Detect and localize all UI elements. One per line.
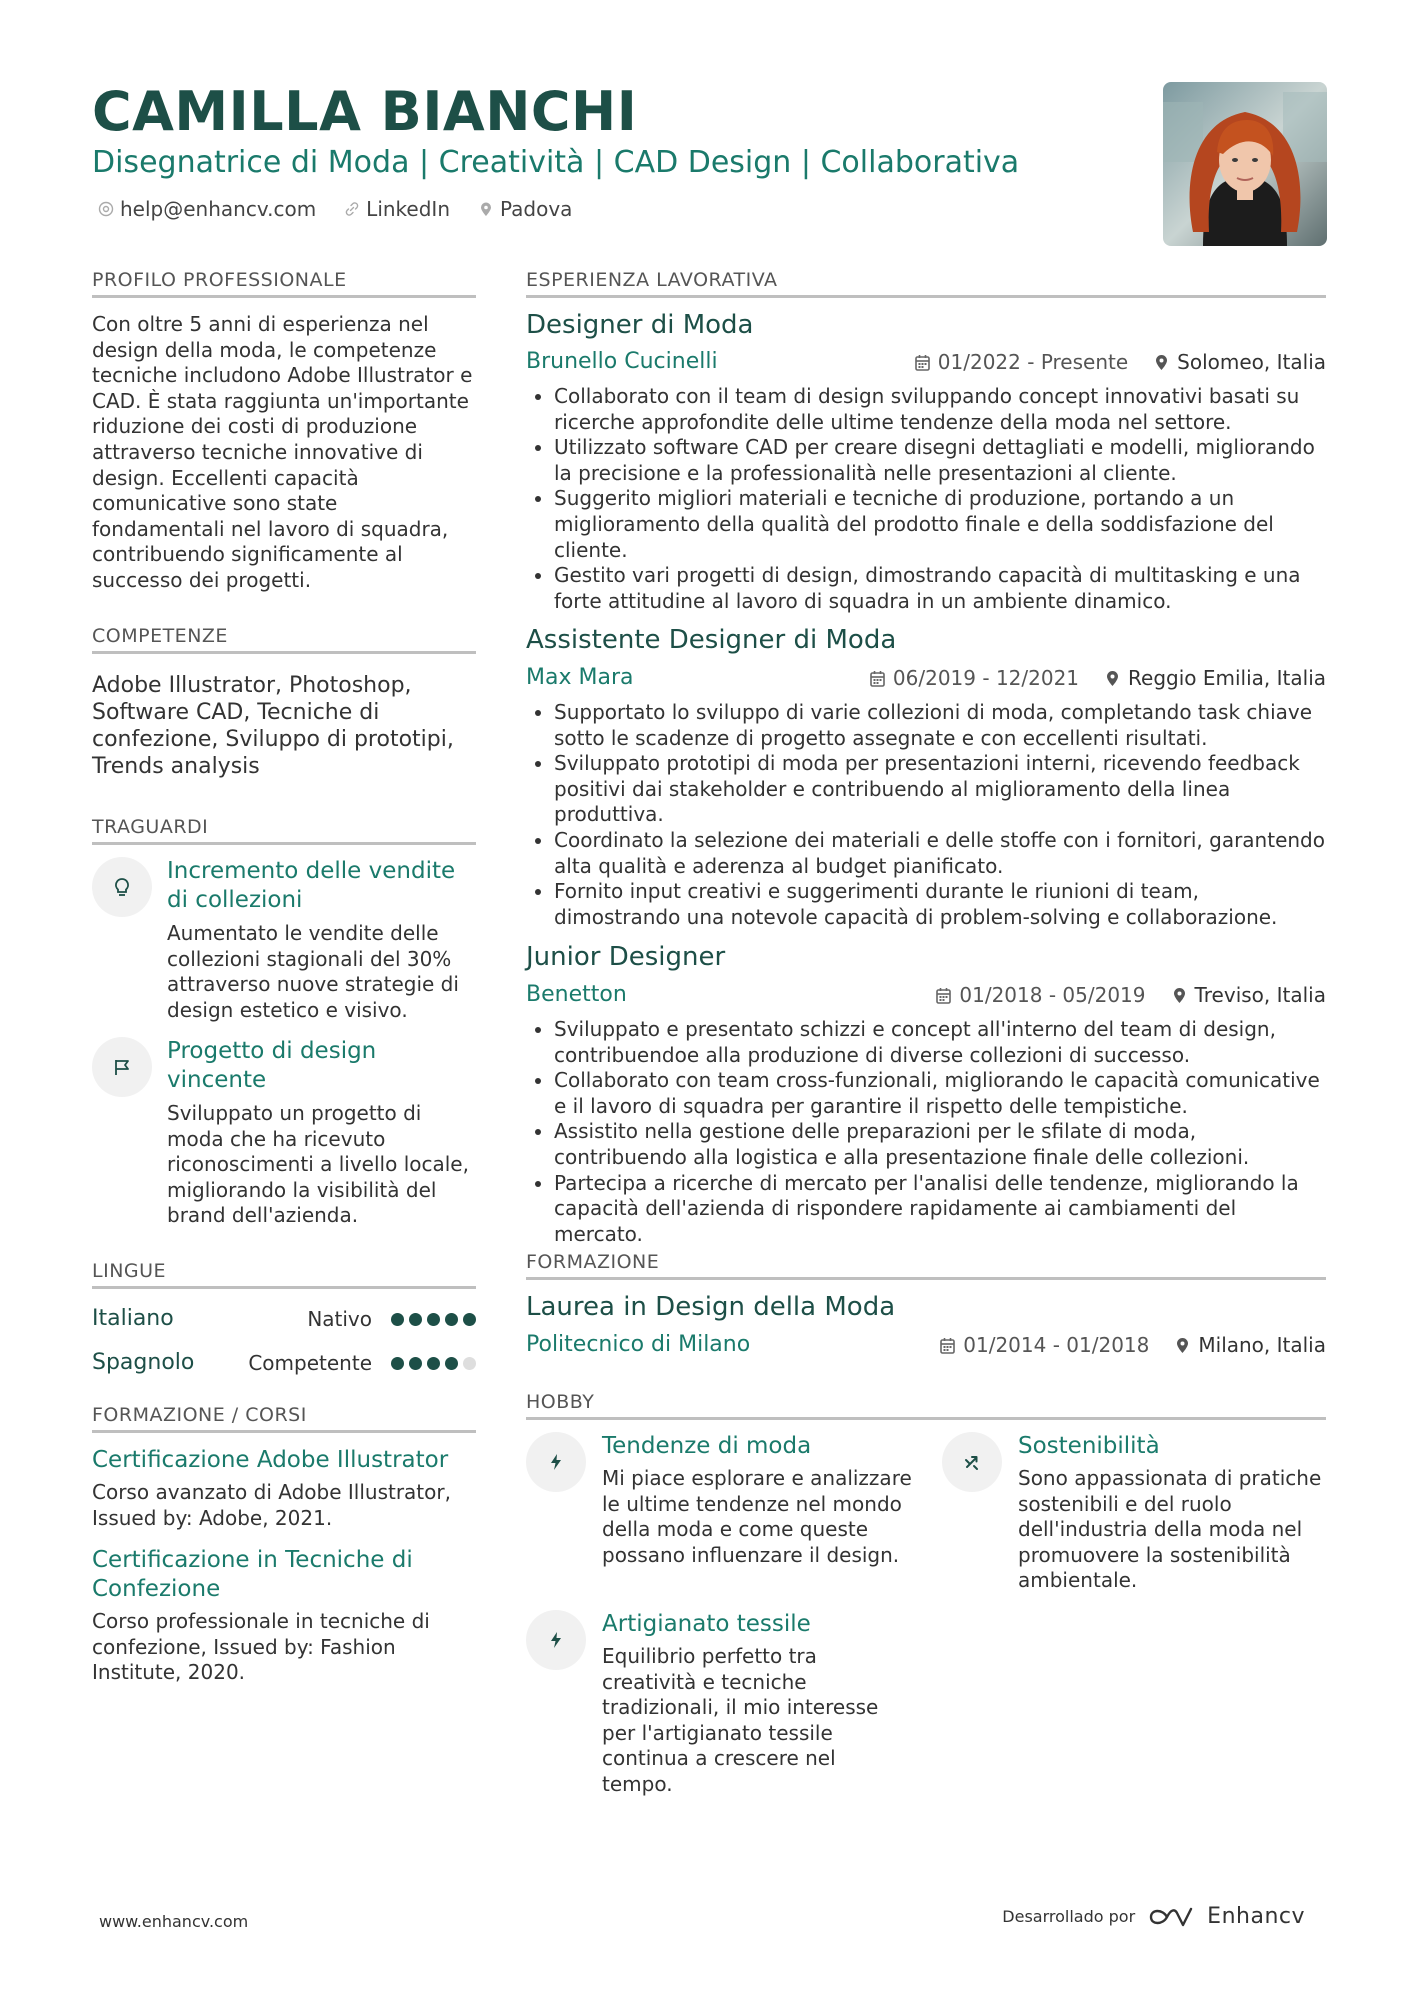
hobby-title: Artigianato tessile [602,1611,811,1637]
section-title-skills: COMPETENZE [92,625,228,647]
job-location [1172,981,1327,1009]
job-title: Assistente Designer di Moda [526,625,897,655]
section-title-courses: FORMAZIONE / CORSI [92,1404,307,1426]
job-location-text: Reggio Emilia, Italia [1128,666,1326,690]
job-bullet: Fornito input creativi e suggerimenti durante le riunioni di team, dimostrando una notevole capacità di problem-solving e collaborazione. [526,879,1326,930]
candidate-headline: Disegnatrice di Moda | Creatività | CAD Design | Collaborativa [92,145,1020,180]
achievement-icon-wrap [92,857,152,917]
job-bullet: Suggerito migliori materiali e tecniche di produzione, portando a un miglioramento della qualità del prodotto finale e della soddisfazione del cliente. [526,486,1326,563]
section-title-achievements: TRAGUARDI [92,816,209,838]
language-row [92,1348,476,1378]
rating-dot-filled [391,1313,404,1326]
profile-summary: Con oltre 5 anni di esperienza nel design della moda, le competenze tecniche includono Adobe Illustrator e CAD. È stata raggiunta un'importante riduzione dei costi di produzione attraverso tecniche innovative di design. Eccellenti capacità comunicative sono state fondamentali nel lavoro di squadra, contribuendo significamente al successo dei progetti. [92,312,473,592]
job-dates-text: 01/2018 - 05/2019 [959,983,1146,1007]
language-row [92,1304,476,1334]
job-bullet: Assistito nella gestione delle preparazioni per le sfilate di moda, contribuendo alla logistica e alla presentazione finale delle collezioni. [526,1119,1326,1170]
hobby-description: Sono appassionata di pratiche sostenibili e del ruolo dell'industria della moda nel promuovere la sostenibilità ambientale. [1018,1466,1322,1593]
job-dates [870,664,1079,692]
language-name: Italiano [92,1306,174,1331]
job-dates-text: 01/2022 - Presente [937,350,1129,374]
hobby-description: Mi piace esplorare e analizzare le ultime tendenze nel mondo della moda e come queste possano influenzare il design. [602,1466,912,1567]
hobby-icon-wrap [526,1610,586,1670]
job-bullet: Supportato lo sviluppo di varie collezioni di moda, completando task chiave sotto le scadenze di progetto assegnate e con eccellenti risultati. [526,700,1326,751]
location-pin-icon [478,201,494,217]
job-meta [915,348,1326,376]
footer-website[interactable]: www.enhancv.com [99,1912,249,1931]
course-description: Corso avanzato di Adobe Illustrator, Issued by: Adobe, 2021. [92,1480,451,1530]
contact-bar [98,196,572,222]
section-divider [526,1417,1326,1420]
job-bullets [526,1017,1326,1247]
job-title: Designer di Moda [526,310,754,340]
rating-dot-filled [445,1313,458,1326]
achievement-title: Progetto di design vincente [167,1038,377,1093]
job-bullet: Utilizzato software CAD per creare disegni dettagliati e modelli, migliorando la precisione e la professionalità nelle presentazioni al cliente. [526,435,1326,486]
section-title-education: FORMAZIONE [526,1251,660,1273]
contact-location-text: Padova [500,197,573,221]
course-title: Certificazione in Tecniche di Confezione [92,1547,413,1602]
education-location [1175,1331,1326,1359]
footer-branding [1002,1904,1305,1929]
section-title-profile: PROFILO PROFESSIONALE [92,269,347,291]
achievement-item [92,857,476,1027]
contact-linkedin[interactable] [344,196,450,222]
bolt-icon [545,1629,567,1651]
hobby-title: Sostenibilità [1018,1433,1160,1459]
rating-dot-filled [391,1357,404,1370]
job-company: Benetton [526,982,627,1007]
job-dates [936,981,1145,1009]
job-bullets [526,384,1326,614]
hobby-icon-wrap [526,1432,586,1492]
job-dates-text: 06/2019 - 12/2021 [892,666,1080,690]
contact-location [478,196,572,222]
flag-icon [111,1056,133,1078]
rating-dot-filled [427,1313,440,1326]
job-bullet: Collaborato con il team di design sviluppando concept innovativi basati su ricerche approfondite delle ultime tendenze della moda nel settore. [526,384,1326,435]
language-rating [391,1313,476,1326]
location-pin-icon [1172,987,1187,1004]
course-title: Certificazione Adobe Illustrator [92,1447,449,1473]
hobby-icon-wrap [942,1432,1002,1492]
job-title: Junior Designer [526,942,726,972]
link-icon [344,201,360,217]
location-pin-icon [1105,670,1120,687]
job-company: Brunello Cucinelli [526,349,718,374]
education-location-text: Milano, Italia [1198,1333,1326,1357]
recycle-icon [961,1451,983,1473]
bolt-icon [545,1451,567,1473]
footer-powered-by: Desarrollado por [1002,1907,1136,1926]
school-name: Politecnico di Milano [526,1332,751,1357]
at-icon [98,201,114,217]
candidate-name: CAMILLA BIANCHI [92,80,638,143]
language-level: Nativo [307,1307,372,1331]
section-divider [526,295,1326,298]
rating-dot-filled [445,1357,458,1370]
language-rating [391,1357,476,1370]
achievement-item [92,1037,476,1237]
rating-dot-filled [409,1357,422,1370]
section-divider [92,842,476,845]
profile-photo [1163,82,1327,246]
language-name: Spagnolo [92,1350,195,1375]
achievement-title: Incremento delle vendite di collezioni [167,858,456,913]
job-bullet: Sviluppato e presentato schizzi e concept all'interno del team di design, contribuendoe alla produzione di diverse collezioni di successo. [526,1017,1326,1068]
footer-brand-name: Enhancv [1207,1904,1305,1929]
job-location-text: Solomeo, Italia [1177,350,1326,374]
job-bullet: Sviluppato prototipi di moda per presentazioni interni, ricevendo feedback positivi dai stakeholder e contribuendo al miglioramento della linea produttiva. [526,751,1326,828]
hobby-title: Tendenze di moda [602,1433,812,1459]
calendar-icon [870,670,885,687]
achievement-icon-wrap [92,1037,152,1097]
job-bullets [526,700,1326,930]
contact-linkedin-text: LinkedIn [366,197,450,221]
job-meta [936,981,1326,1009]
education-dates [940,1331,1149,1359]
location-pin-icon [1175,1337,1190,1354]
degree-title: Laurea in Design della Moda [526,1292,896,1322]
hobby-description: Equilibrio perfetto tra creatività e tecniche tradizionali, il mio interesse per l'artigianato tessile continua a crescere nel tempo. [602,1644,879,1796]
language-level: Competente [248,1351,372,1375]
section-divider [92,1286,476,1289]
section-title-languages: LINGUE [92,1260,167,1282]
contact-email[interactable] [98,196,316,222]
job-company: Max Mara [526,665,634,690]
section-divider [92,1430,476,1433]
section-title-hobbies: HOBBY [526,1391,595,1413]
achievement-description: Sviluppato un progetto di moda che ha ricevuto riconoscimenti a livello locale, migliorando la visibilità del brand dell'azienda. [167,1101,469,1228]
job-bullet: Collaborato con team cross-funzionali, migliorando le capacità comunicative e il lavoro di squadra per garantire il rispetto delle tempistiche. [526,1068,1326,1119]
lightbulb-icon [111,876,133,898]
job-bullet: Coordinato la selezione dei materiali e delle stoffe con i fornitori, garantendo alta qualità e aderenza al budget pianificato. [526,828,1326,879]
rating-dot-filled [463,1313,476,1326]
job-location [1105,664,1326,692]
job-dates [915,348,1128,376]
rating-dot-empty [463,1357,476,1370]
section-title-experience: ESPERIENZA LAVORATIVA [526,269,778,291]
rating-dot-filled [427,1357,440,1370]
education-meta [940,1331,1326,1359]
education-dates-text: 01/2014 - 01/2018 [963,1333,1150,1357]
section-divider [92,651,476,654]
rating-dot-filled [409,1313,422,1326]
course-description: Corso professionale in tecniche di confezione, Issued by: Fashion Institute, 2020. [92,1609,430,1685]
location-pin-icon [1154,354,1169,371]
job-meta [870,664,1326,692]
calendar-icon [940,1337,955,1354]
calendar-icon [915,354,930,371]
calendar-icon [936,987,951,1004]
section-divider [526,1277,1326,1280]
achievement-description: Aumentato le vendite delle collezioni stagionali del 30% attraverso nuove strategie di design estetico e visivo. [167,921,459,1022]
contact-email-text: help@enhancv.com [120,197,317,221]
job-location [1154,348,1326,376]
enhancv-logo-icon [1147,1905,1195,1929]
job-location-text: Treviso, Italia [1194,983,1326,1007]
job-bullet: Gestito vari progetti di design, dimostrando capacità di multitasking e una forte attitudine al lavoro di squadra in un ambiente dinamico. [526,563,1326,614]
skills-list: Adobe Illustrator, Photoshop, Software CAD, Tecniche di confezione, Sviluppo di prototipi, Trends analysis [92,673,454,779]
job-bullet: Partecipa a ricerche di mercato per l'analisi delle tendenze, migliorando la capacità dell'azienda di rispondere rapidamente ai cambiamenti del mercato. [526,1171,1326,1248]
section-divider [92,295,476,298]
